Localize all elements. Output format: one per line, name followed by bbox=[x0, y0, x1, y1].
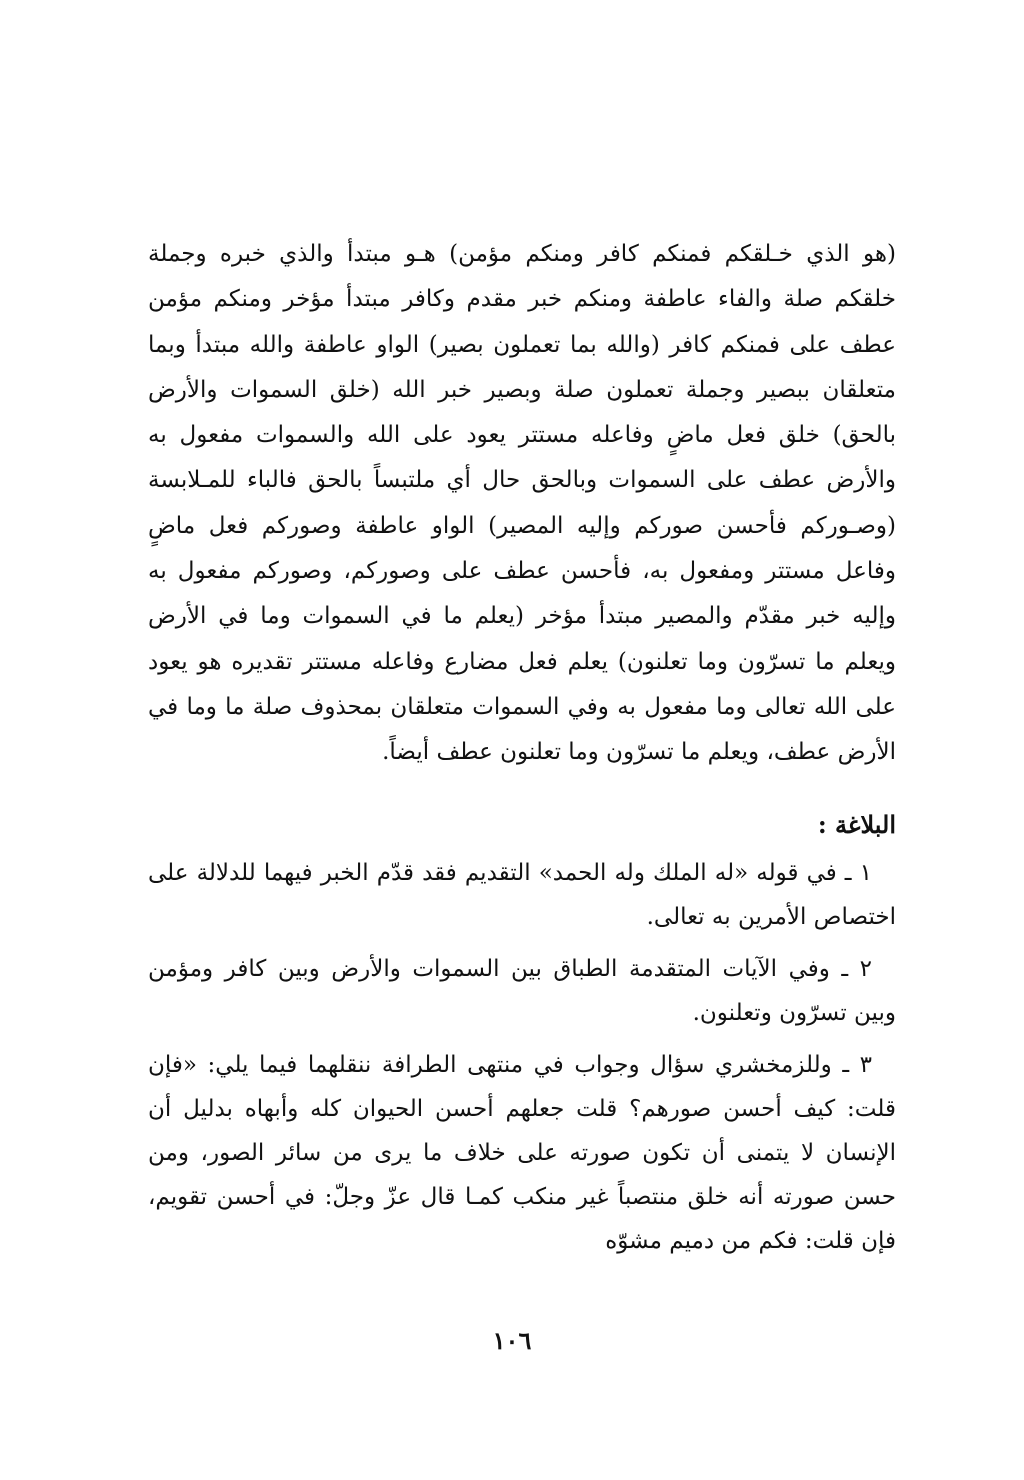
page-content bbox=[148, 232, 896, 1271]
list-item: ١ ـ في قوله «له الملك وله الحمد» التقديم فقد قدّم الخبر فيهما للدلالة على اختصاص الأمرين به تعالى. bbox=[148, 859, 896, 930]
list-item: ٢ ـ وفي الآيات المتقدمة الطباق بين السموات والأرض وبين كافر ومؤمن وبين تسرّون وتعلنون. bbox=[148, 955, 896, 1026]
list-item: ٣ ـ وللزمخشري سؤال وجواب في منتهى الطرافة ننقلهما فيما يلي: «فإن قلت: كيف أحسن صورهم؟ قلت جعلهم أحسن الحيوان كله وأبهاه بدليل أن الإنسان لا يتمنى أن تكون صورته على خلاف ما يرى من سائر الصور، ومن حسن صورته أنه خلق منتصباً غير منكب كمـا قال عزّ وجلّ: في أحسن تقويم، فإن قلت: فكم من دميم مشوّه bbox=[148, 1051, 896, 1254]
body-paragraph: (هو الذي خـلقكم فمنكم كافر ومنكم مؤمن) هـو مبتدأ والذي خبره وجملة خلقكم صلة والفاء عاطفة ومنكم خبر مقدم وكافر مبتدأ مؤخر ومنكم مؤمن عطف على فمنكم كافر (والله بما تعملون بصير) الواو عاطفة والله مبتدأ وبما متعلقان ببصير وجملة تعملون صلة وبصير خبر الله (خلق السموات والأرض بالحق) خلق فعل ماضٍ وفاعله مستتر يعود على الله والسموات مفعول به والأرض عطف على السموات وبالحق حال أي ملتبساً بالحق فالباء للمـلابسة (وصـوركم فأحسن صوركم وإليه المصير) الواو عاطفة وصوركم فعل ماضٍ وفاعل مستتر ومفعول به، فأحسن عطف على وصوركم، وصوركم مفعول به وإليه خبر مقدّم والمصير مبتدأ مؤخر (يعلم ما في السموات وما في الأرض ويعلم ما تسرّون وما تعلنون) يعلم فعل مضارع وفاعله مستتر تقديره هو يعود على الله تعالى وما مفعول به وفي السموات متعلقان بمحذوف صلة ما وما في الأرض عطف، ويعلم ما تسرّون وما تعلنون عطف أيضاً. bbox=[148, 241, 896, 766]
page-number: ١٠٦ bbox=[492, 1326, 532, 1355]
balagha-heading: البلاغة : bbox=[817, 809, 896, 839]
